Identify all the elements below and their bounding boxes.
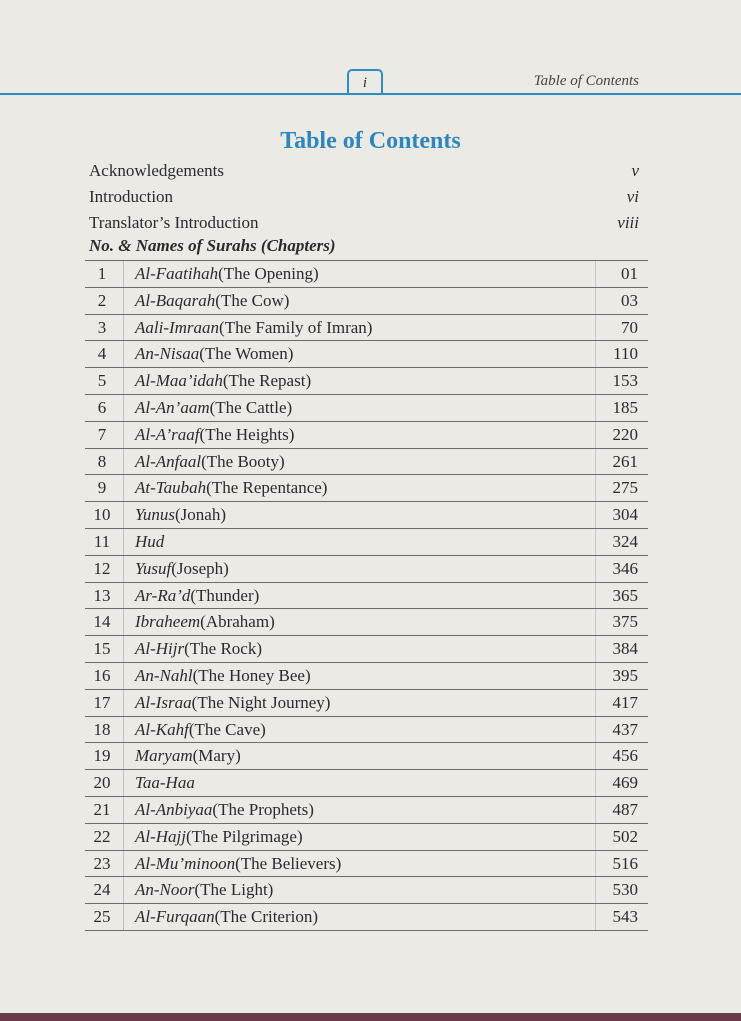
table-row[interactable] <box>85 341 648 368</box>
surah-number: 2 <box>97 290 107 310</box>
surah-arabic-name: Hud <box>135 531 165 551</box>
surah-english-name: (The Opening) <box>218 264 319 283</box>
column-divider <box>123 261 124 287</box>
surah-page: 03 <box>621 290 638 310</box>
surah-number: 23 <box>93 853 111 873</box>
surah-name <box>135 717 266 743</box>
surah-name <box>135 475 327 501</box>
surah-page: 516 <box>612 853 638 873</box>
surah-arabic-name: Al-Furqaan <box>135 907 215 927</box>
surah-arabic-name: Al-Kahf <box>135 719 189 739</box>
column-divider <box>123 368 124 394</box>
surah-page: 220 <box>612 424 638 444</box>
column-divider <box>595 475 596 501</box>
surah-number: 3 <box>97 317 107 337</box>
column-divider <box>595 583 596 609</box>
surah-number: 5 <box>97 371 107 391</box>
column-divider <box>595 636 596 662</box>
surah-number: 13 <box>93 585 111 605</box>
surah-english-name: (Abraham) <box>200 612 275 632</box>
surah-number: 9 <box>97 478 107 498</box>
surah-page: 261 <box>612 451 638 471</box>
surah-table <box>85 260 648 931</box>
surah-name <box>135 556 229 582</box>
column-divider <box>595 368 596 394</box>
column-divider <box>595 797 596 823</box>
surah-number: 22 <box>93 826 111 846</box>
column-divider <box>595 663 596 689</box>
column-divider <box>123 717 124 743</box>
surah-name <box>135 422 294 448</box>
table-row[interactable] <box>85 636 648 663</box>
surah-number: 10 <box>93 505 111 525</box>
column-divider <box>595 717 596 743</box>
table-row[interactable] <box>85 851 648 878</box>
column-divider <box>595 851 596 877</box>
table-row[interactable] <box>85 260 648 288</box>
surah-english-name: (The Women) <box>199 344 294 364</box>
column-divider <box>123 663 124 689</box>
surah-number: 8 <box>97 451 107 471</box>
surah-name <box>135 636 262 662</box>
table-row[interactable] <box>85 475 648 502</box>
prelim-entry <box>89 184 639 210</box>
surah-name <box>135 770 195 796</box>
surah-name <box>135 261 319 287</box>
surah-number: 12 <box>93 558 111 578</box>
surah-arabic-name: Al-Anfaal <box>135 451 202 471</box>
column-divider <box>123 475 124 501</box>
column-divider <box>123 449 124 475</box>
table-row[interactable] <box>85 449 648 476</box>
surah-english-name: (The Repast) <box>222 371 312 391</box>
surah-number: 11 <box>93 531 111 551</box>
surah-number: 21 <box>93 799 111 819</box>
column-divider <box>595 770 596 796</box>
surah-arabic-name: Al-A’raaf <box>135 424 200 444</box>
surah-arabic-name: An-Nisaa <box>135 344 200 364</box>
surah-number: 1 <box>97 264 107 283</box>
surah-name <box>135 824 303 850</box>
column-divider <box>595 690 596 716</box>
table-row[interactable] <box>85 770 648 797</box>
surah-arabic-name: Taa-Haa <box>135 773 195 793</box>
column-divider <box>595 824 596 850</box>
page-edge <box>0 1013 741 1021</box>
surah-english-name: (The Honey Bee) <box>192 665 311 685</box>
column-divider <box>123 609 124 635</box>
column-divider <box>595 422 596 448</box>
surah-number: 4 <box>97 344 107 364</box>
surah-arabic-name: Al-Israa <box>135 692 192 712</box>
surah-arabic-name: Al-An’aam <box>135 397 210 417</box>
table-row[interactable] <box>85 502 648 529</box>
surah-page: 365 <box>612 585 638 605</box>
surah-name <box>135 797 314 823</box>
surah-name <box>135 449 285 475</box>
surah-arabic-name: Al-Faatihah <box>135 264 219 283</box>
surah-page: 469 <box>612 773 638 793</box>
column-divider <box>595 743 596 769</box>
section-heading: No. & Names of Surahs (Chapters) <box>89 236 336 255</box>
surah-english-name: (The Cave) <box>188 719 266 739</box>
prelim-page: v <box>631 161 639 180</box>
surah-english-name: (The Night Journey) <box>191 692 331 712</box>
table-row[interactable] <box>85 529 648 556</box>
surah-name <box>135 663 311 689</box>
table-row[interactable] <box>85 824 648 851</box>
surah-name <box>135 690 330 716</box>
column-divider <box>595 315 596 341</box>
surah-arabic-name: Maryam <box>135 746 193 766</box>
surah-arabic-name: Al-Maa’idah <box>135 371 223 391</box>
surah-arabic-name: At-Taubah <box>135 478 207 498</box>
surah-number: 17 <box>93 692 111 712</box>
table-row[interactable] <box>85 556 648 583</box>
surah-arabic-name: Al-Hajj <box>135 826 186 846</box>
surah-page: 346 <box>612 558 638 578</box>
surah-name <box>135 583 259 609</box>
surah-name <box>135 368 311 394</box>
surah-name <box>135 288 289 314</box>
surah-arabic-name: Al-Mu’minoon <box>135 853 236 873</box>
surah-number: 16 <box>93 665 111 685</box>
column-divider <box>123 341 124 367</box>
column-divider <box>123 904 124 930</box>
table-row[interactable] <box>85 583 648 610</box>
table-row[interactable] <box>85 609 648 636</box>
surah-name <box>135 502 226 528</box>
surah-name <box>135 529 164 555</box>
surah-page: 502 <box>612 826 638 846</box>
column-divider <box>123 824 124 850</box>
surah-number: 6 <box>97 397 107 417</box>
column-divider <box>595 395 596 421</box>
surah-page: 530 <box>612 880 638 900</box>
column-divider <box>123 583 124 609</box>
surah-english-name: (Mary) <box>192 746 241 766</box>
surah-arabic-name: Al-Baqarah <box>135 290 216 310</box>
column-divider <box>595 288 596 314</box>
prelim-entry <box>89 158 639 184</box>
table-row[interactable] <box>85 663 648 690</box>
surah-name <box>135 904 318 930</box>
surah-page: 185 <box>612 397 638 417</box>
column-divider <box>123 877 124 903</box>
table-row[interactable] <box>85 422 648 449</box>
surah-page: 456 <box>612 746 638 766</box>
surah-english-name: (The Prophets) <box>212 799 314 819</box>
prelim-page: viii <box>617 213 639 232</box>
surah-page: 275 <box>612 478 638 498</box>
column-divider <box>595 529 596 555</box>
surah-page: 437 <box>612 719 638 739</box>
table-row[interactable] <box>85 690 648 717</box>
surah-english-name: (The Believers) <box>235 853 342 873</box>
surah-english-name: (The Cow) <box>215 290 290 310</box>
table-row[interactable] <box>85 717 648 744</box>
surah-page: 417 <box>612 692 638 712</box>
prelim-label: Translator’s Introduction <box>89 213 259 232</box>
surah-number: 14 <box>93 612 111 632</box>
surah-english-name: (The Heights) <box>199 424 295 444</box>
column-divider <box>123 529 124 555</box>
surah-page: 110 <box>613 344 638 364</box>
surah-number: 24 <box>93 880 111 900</box>
surah-arabic-name: An-Nahl <box>135 665 193 685</box>
column-divider <box>595 904 596 930</box>
surah-name <box>135 315 372 341</box>
surah-page: 375 <box>612 612 638 632</box>
surah-page: 153 <box>612 371 638 391</box>
surah-name <box>135 851 341 877</box>
surah-name <box>135 395 292 421</box>
table-row[interactable] <box>85 315 648 342</box>
column-divider <box>123 422 124 448</box>
column-divider <box>123 797 124 823</box>
column-divider <box>123 288 124 314</box>
table-row[interactable] <box>85 743 648 770</box>
surah-number: 7 <box>97 424 107 444</box>
column-divider <box>123 556 124 582</box>
surah-english-name: (Thunder) <box>190 585 260 605</box>
surah-number: 19 <box>93 746 111 766</box>
column-divider <box>123 690 124 716</box>
surah-arabic-name: Ibraheem <box>135 612 201 632</box>
table-row[interactable] <box>85 797 648 824</box>
surah-arabic-name: Al-Anbiyaa <box>135 799 213 819</box>
prelim-entry <box>89 210 639 236</box>
column-divider <box>595 341 596 367</box>
running-title: Table of Contents <box>533 73 639 89</box>
surah-page: 304 <box>612 505 638 525</box>
column-divider <box>123 395 124 421</box>
surah-arabic-name: Aali-Imraan <box>135 317 220 337</box>
table-row[interactable] <box>85 877 648 904</box>
surah-page: 01 <box>621 264 638 283</box>
surah-english-name: (The Rock) <box>184 639 262 659</box>
surah-page: 543 <box>612 907 638 927</box>
column-divider <box>595 609 596 635</box>
surah-arabic-name: Yusuf <box>135 558 172 578</box>
column-divider <box>595 556 596 582</box>
surah-name <box>135 609 275 635</box>
surah-page: 324 <box>612 531 638 551</box>
prelim-page: vi <box>626 187 639 206</box>
surah-arabic-name: Yunus <box>135 505 176 525</box>
surah-page: 487 <box>612 799 638 819</box>
surah-english-name: (The Light) <box>194 880 274 900</box>
page-title: Table of Contents <box>280 128 461 154</box>
surah-name <box>135 341 293 367</box>
surah-english-name: (The Pilgrimage) <box>186 826 303 846</box>
surah-english-name: (The Cattle) <box>209 397 293 417</box>
surah-page: 395 <box>612 665 638 685</box>
surah-english-name: (The Booty) <box>201 451 285 471</box>
surah-english-name: (The Criterion) <box>214 907 319 927</box>
column-divider <box>595 449 596 475</box>
table-row[interactable] <box>85 368 648 395</box>
column-divider <box>123 851 124 877</box>
column-divider <box>123 636 124 662</box>
column-divider <box>595 261 596 287</box>
surah-english-name: (The Repentance) <box>206 478 328 498</box>
prelim-label: Acknowledgements <box>89 161 225 180</box>
surah-english-name: (The Family of Imran) <box>219 317 373 337</box>
surah-number: 25 <box>93 907 111 927</box>
surah-page: 70 <box>621 317 638 337</box>
surah-arabic-name: An-Noor <box>135 880 195 900</box>
surah-english-name: (Jonah) <box>175 505 226 525</box>
surah-arabic-name: Al-Hijr <box>135 639 185 659</box>
column-divider <box>123 770 124 796</box>
table-row[interactable] <box>85 288 648 315</box>
surah-number: 15 <box>93 639 111 659</box>
column-divider <box>595 502 596 528</box>
surah-arabic-name: Ar-Ra’d <box>135 585 191 605</box>
surah-name <box>135 877 273 903</box>
table-row[interactable] <box>85 904 648 931</box>
surah-name <box>135 743 241 769</box>
prelim-label: Introduction <box>89 187 174 206</box>
column-divider <box>123 743 124 769</box>
page-number: i <box>347 69 383 95</box>
table-row[interactable] <box>85 395 648 422</box>
surah-number: 18 <box>93 719 111 739</box>
column-divider <box>595 877 596 903</box>
surah-page: 384 <box>612 639 638 659</box>
surah-number: 20 <box>93 773 111 793</box>
column-divider <box>123 502 124 528</box>
column-divider <box>123 315 124 341</box>
surah-english-name: (Joseph) <box>171 558 229 578</box>
